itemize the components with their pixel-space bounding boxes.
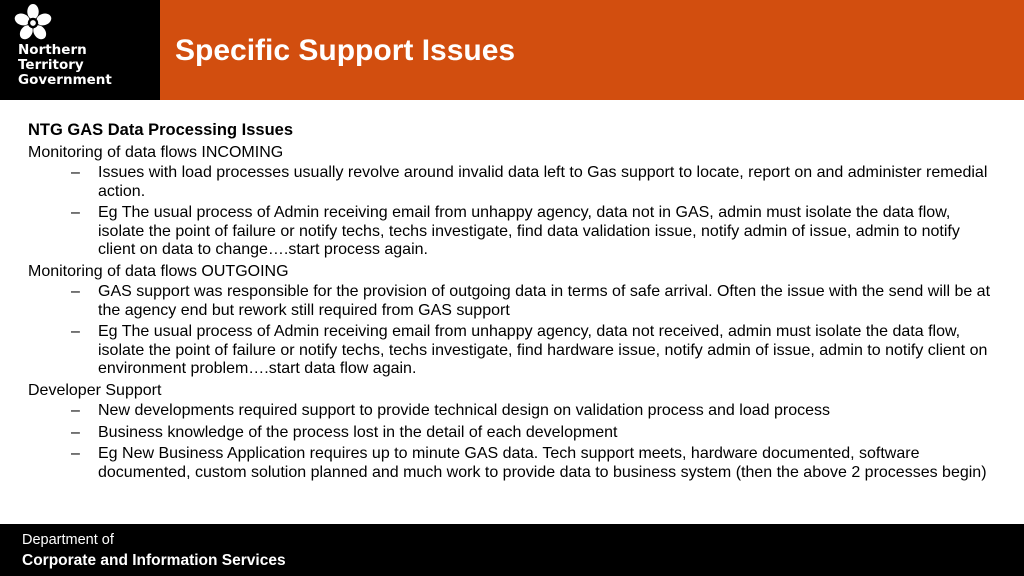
- dash-bullet-icon: –: [71, 402, 80, 419]
- bullet-item: [28, 204, 998, 260]
- footer-department-label: Department of: [22, 532, 114, 548]
- dash-bullet-icon: –: [71, 204, 80, 221]
- section-label-outgoing: Monitoring of data flows OUTGOING: [28, 262, 289, 280]
- bullet-item: [28, 445, 998, 482]
- footer-bar: [0, 524, 1024, 576]
- bullet-list-incoming: [28, 164, 998, 260]
- bullet-item: [28, 164, 998, 201]
- bullet-text: Eg The usual process of Admin receiving email from unhappy agency, data not in GAS, admin must isolate the data flow, isolate the point of failure or notify techs, techs investigate, find data validation issue, notify admin of issue, admin to notify client on data to change….start process again.: [98, 204, 960, 258]
- dash-bullet-icon: –: [71, 423, 80, 441]
- dash-bullet-icon: –: [71, 445, 80, 462]
- logo-line-2: Territory: [18, 57, 84, 73]
- bullet-text: New developments required support to provide technical design on validation process and load process: [98, 402, 830, 419]
- bullet-text: Eg The usual process of Admin receiving email from unhappy agency, data not received, admin must isolate the data flow, isolate the point of failure or notify techs, techs investigate, find hardware issue, notify admin of issue, admin to notify client on environment problem….start data flow again.: [98, 323, 988, 377]
- bullet-item: [28, 283, 998, 320]
- bullet-text: GAS support was responsible for the provision of outgoing data in terms of safe arrival. Often the issue with the send will be at the agency end but rework still required from GAS support: [98, 283, 991, 319]
- logo-line-1: Northern: [18, 42, 87, 58]
- bullet-text: Eg New Business Application requires up to minute GAS data. Tech support meets, hardware documented, software documented, custom solution planned and much work to provide data to business system (then the above 2 processes begin): [98, 445, 987, 481]
- slide-body: [28, 121, 998, 485]
- footer-department-name: Corporate and Information Services: [22, 552, 286, 569]
- bullet-text: Issues with load processes usually revolve around invalid data left to Gas support to locate, report on and administer remedial action.: [98, 164, 988, 200]
- dash-bullet-icon: –: [71, 323, 80, 340]
- slide-title: Specific Support Issues: [175, 34, 516, 67]
- bullet-item: [28, 402, 998, 421]
- dash-bullet-icon: –: [71, 283, 80, 300]
- section-label-incoming: Monitoring of data flows INCOMING: [28, 143, 284, 161]
- nt-flower-logo-icon: [14, 4, 52, 42]
- section-label-developer: Developer Support: [28, 381, 162, 399]
- logo-line-3: Government: [18, 72, 112, 88]
- bullet-item: [28, 323, 998, 379]
- bullet-item: [28, 424, 998, 443]
- title-bar: [160, 0, 1024, 100]
- dash-bullet-icon: –: [71, 164, 80, 181]
- ntg-logo: [0, 0, 160, 100]
- bullet-list-outgoing: [28, 283, 998, 379]
- bullet-list-developer: [28, 402, 998, 482]
- bullet-text: Business knowledge of the process lost in the detail of each development: [98, 423, 618, 441]
- content-heading: NTG GAS Data Processing Issues: [28, 121, 294, 139]
- logo-wordmark: [18, 43, 112, 88]
